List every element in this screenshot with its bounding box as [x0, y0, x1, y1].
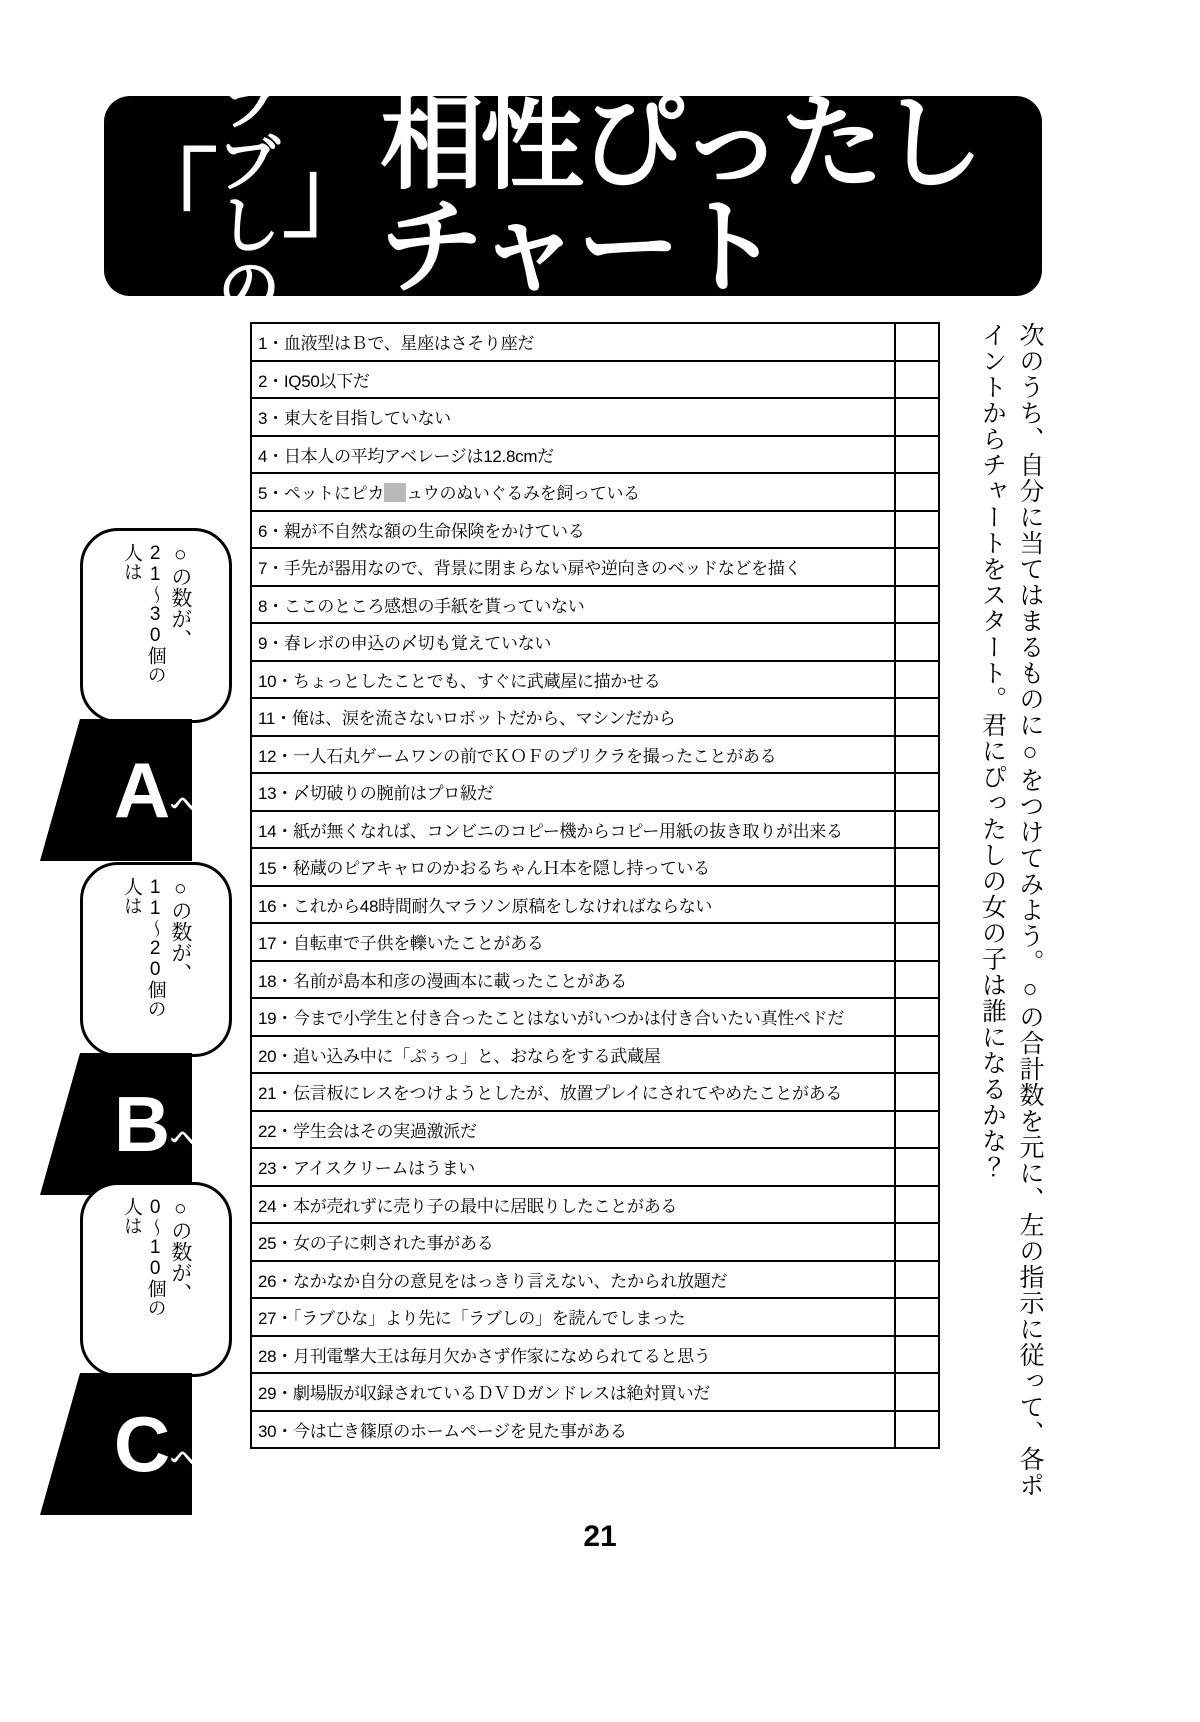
checklist-table-body — [251, 323, 939, 1448]
answer-checkbox-cell[interactable] — [895, 398, 939, 436]
result-grade-b — [80, 1053, 232, 1195]
question-text: 5・ペットにピカ ュウのぬいぐるみを飼っている — [251, 473, 895, 511]
result-grade-letter-a: A — [113, 745, 169, 834]
result-range-line1-c: ○の数が、 — [168, 1197, 192, 1304]
result-range-line3-c: 人は — [120, 1197, 142, 1235]
question-text: 14・紙が無くなれば、コンビニのコピー機からコピー用紙の抜き取りが出来る — [251, 811, 895, 849]
table-row — [251, 811, 939, 849]
closing-bracket: 」 — [282, 141, 377, 249]
result-range-bubble-c — [80, 1182, 232, 1377]
answer-checkbox-cell[interactable] — [895, 1073, 939, 1111]
table-row — [251, 473, 939, 511]
table-row — [251, 1373, 939, 1411]
table-row — [251, 961, 939, 999]
table-row — [251, 1298, 939, 1336]
answer-checkbox-cell[interactable] — [895, 623, 939, 661]
answer-checkbox-cell[interactable] — [895, 698, 939, 736]
title-stack-top: ラブ — [218, 68, 281, 199]
question-text: 6・親が不自然な額の生命保険をかけている — [251, 511, 895, 549]
table-row — [251, 436, 939, 474]
answer-checkbox-cell[interactable] — [895, 1111, 939, 1149]
answer-checkbox-cell[interactable] — [895, 1223, 939, 1261]
question-text: 7・手先が器用なので、背景に閉まらない扉や逆向きのベッドなどを描く — [251, 548, 895, 586]
result-arrow-a — [80, 719, 232, 861]
question-text: 2・IQ50以下だ — [251, 361, 895, 399]
answer-checkbox-cell[interactable] — [895, 473, 939, 511]
question-text: 28・月刊電撃大王は毎月欠かさず作家になめられてると思う — [251, 1336, 895, 1374]
result-grade-a — [80, 719, 232, 861]
result-block-a — [80, 528, 232, 861]
title-stack-bottom: しの — [218, 192, 281, 323]
table-row — [251, 1148, 939, 1186]
checklist-table — [250, 322, 940, 1449]
result-range-bubble-a — [80, 528, 232, 723]
answer-checkbox-cell[interactable] — [895, 848, 939, 886]
question-text: 4・日本人の平均アベレージは12.8cmだ — [251, 436, 895, 474]
result-grade-letter-c: C — [113, 1399, 169, 1488]
table-row — [251, 623, 939, 661]
result-range-line3-b: 人は — [120, 877, 142, 915]
table-row — [251, 1073, 939, 1111]
answer-checkbox-cell[interactable] — [895, 811, 939, 849]
question-text: 12・一人石丸ゲームワンの前でＫＯＦのプリクラを撮ったことがある — [251, 736, 895, 774]
answer-checkbox-cell[interactable] — [895, 736, 939, 774]
question-text: 15・秘蔵のピアキャロのかおるちゃんＨ本を隠し持っている — [251, 848, 895, 886]
question-text: 13・〆切破りの腕前はプロ級だ — [251, 773, 895, 811]
instructions-text: 次のうち、自分に当てはまるものに○をつけてみよう。○の合計数を元に、左の指示に従って、各ポイントからチャートをスタート。君にぴったしの女の子は誰になるかな？ — [978, 322, 1044, 1498]
question-text: 20・追い込み中に「ぷぅっ」と、おならをする武蔵屋 — [251, 1036, 895, 1074]
answer-checkbox-cell[interactable] — [895, 586, 939, 624]
answer-checkbox-cell[interactable] — [895, 511, 939, 549]
answer-checkbox-cell[interactable] — [895, 1411, 939, 1449]
answer-checkbox-cell[interactable] — [895, 886, 939, 924]
answer-checkbox-cell[interactable] — [895, 661, 939, 699]
question-text: 22・学生会はその実過激派だ — [251, 1111, 895, 1149]
question-text: 24・本が売れずに売り子の最中に居眠りしたことがある — [251, 1186, 895, 1224]
table-row — [251, 848, 939, 886]
question-text: 26・なかなか自分の意見をはっきり言えない、たかられ放題だ — [251, 1261, 895, 1299]
question-text: 23・アイスクリームはうまい — [251, 1148, 895, 1186]
result-grade-c — [80, 1373, 232, 1515]
table-row — [251, 1336, 939, 1374]
table-row — [251, 1261, 939, 1299]
question-text: 9・春レボの申込の〆切も覚えていない — [251, 623, 895, 661]
answer-checkbox-cell[interactable] — [895, 323, 939, 361]
result-block-c — [80, 1182, 232, 1515]
table-row — [251, 661, 939, 699]
answer-checkbox-cell[interactable] — [895, 361, 939, 399]
answer-checkbox-cell[interactable] — [895, 923, 939, 961]
question-text: 18・名前が島本和彦の漫画本に載ったことがある — [251, 961, 895, 999]
answer-checkbox-cell[interactable] — [895, 1373, 939, 1411]
opening-bracket: 「 — [122, 141, 216, 249]
result-range-line2-c: 0〜10個の — [144, 1197, 166, 1317]
question-text: 17・自転車で子供を轢いたことがある — [251, 923, 895, 961]
result-arrow-c — [80, 1373, 232, 1515]
answer-checkbox-cell[interactable] — [895, 961, 939, 999]
answer-checkbox-cell[interactable] — [895, 1298, 939, 1336]
table-row — [251, 1186, 939, 1224]
result-range-line1-a: ○の数が、 — [168, 543, 192, 650]
table-row — [251, 1223, 939, 1261]
question-text: 25・女の子に刺された事がある — [251, 1223, 895, 1261]
table-row — [251, 736, 939, 774]
question-text: 16・これから48時間耐久マラソン原稿をしなければならない — [251, 886, 895, 924]
censored-block — [384, 483, 406, 502]
result-range-line1-b: ○の数が、 — [168, 877, 192, 984]
table-row — [251, 773, 939, 811]
table-row — [251, 1111, 939, 1149]
answer-checkbox-cell[interactable] — [895, 1148, 939, 1186]
title-banner — [104, 68, 1042, 323]
table-row — [251, 511, 939, 549]
title-stacked-text — [216, 68, 282, 323]
table-row — [251, 1036, 939, 1074]
table-row — [251, 548, 939, 586]
result-arrow-b — [80, 1053, 232, 1195]
title-quoted-part — [122, 68, 377, 323]
answer-checkbox-cell[interactable] — [895, 436, 939, 474]
result-grade-arrow-a: へ — [170, 790, 199, 823]
table-row — [251, 886, 939, 924]
answer-checkbox-cell[interactable] — [895, 1261, 939, 1299]
table-row — [251, 586, 939, 624]
result-block-b — [80, 862, 232, 1195]
question-text: 3・東大を目指していない — [251, 398, 895, 436]
result-grade-letter-b: B — [113, 1079, 169, 1168]
question-text: 30・今は亡き篠原のホームページを見た事がある — [251, 1411, 895, 1449]
page-number: 21 — [583, 1520, 617, 1553]
question-text: 1・血液型はＢで、星座はさそり座だ — [251, 323, 895, 361]
result-grade-arrow-b: へ — [170, 1124, 199, 1157]
result-range-line2-b: 11〜20個の — [144, 877, 166, 1018]
table-row — [251, 361, 939, 399]
table-row — [251, 698, 939, 736]
question-text: 11・俺は、涙を流さないロボットだから、マシンだから — [251, 698, 895, 736]
answer-checkbox-cell[interactable] — [895, 1336, 939, 1374]
table-row — [251, 1411, 939, 1449]
table-row — [251, 398, 939, 436]
answer-checkbox-cell[interactable] — [895, 773, 939, 811]
answer-checkbox-cell[interactable] — [895, 998, 939, 1036]
question-text: 19・今まで小学生と付き合ったことはないがいつかは付き合いたい真性ペドだ — [251, 998, 895, 1036]
result-range-line3-a: 人は — [120, 543, 142, 581]
page-title: 相性ぴったしチャート — [380, 86, 981, 306]
question-text: 21・伝言板にレスをつけようとしたが、放置プレイにされてやめたことがある — [251, 1073, 895, 1111]
question-text: 29・劇場版が収録されているＤＶＤガンドレスは絶対買いだ — [251, 1373, 895, 1411]
answer-checkbox-cell[interactable] — [895, 1186, 939, 1224]
question-text: 27・「ラブひな」より先に「ラブしの」を読んでしまった — [251, 1298, 895, 1336]
answer-checkbox-cell[interactable] — [895, 1036, 939, 1074]
table-row — [251, 923, 939, 961]
result-range-line2-a: 21〜30個の — [144, 543, 166, 684]
table-row — [251, 998, 939, 1036]
answer-checkbox-cell[interactable] — [895, 548, 939, 586]
table-row — [251, 323, 939, 361]
question-text: 8・ここのところ感想の手紙を貰っていない — [251, 586, 895, 624]
result-range-bubble-b — [80, 862, 232, 1057]
question-text: 10・ちょっとしたことでも、すぐに武蔵屋に描かせる — [251, 661, 895, 699]
result-grade-arrow-c: へ — [170, 1444, 199, 1477]
